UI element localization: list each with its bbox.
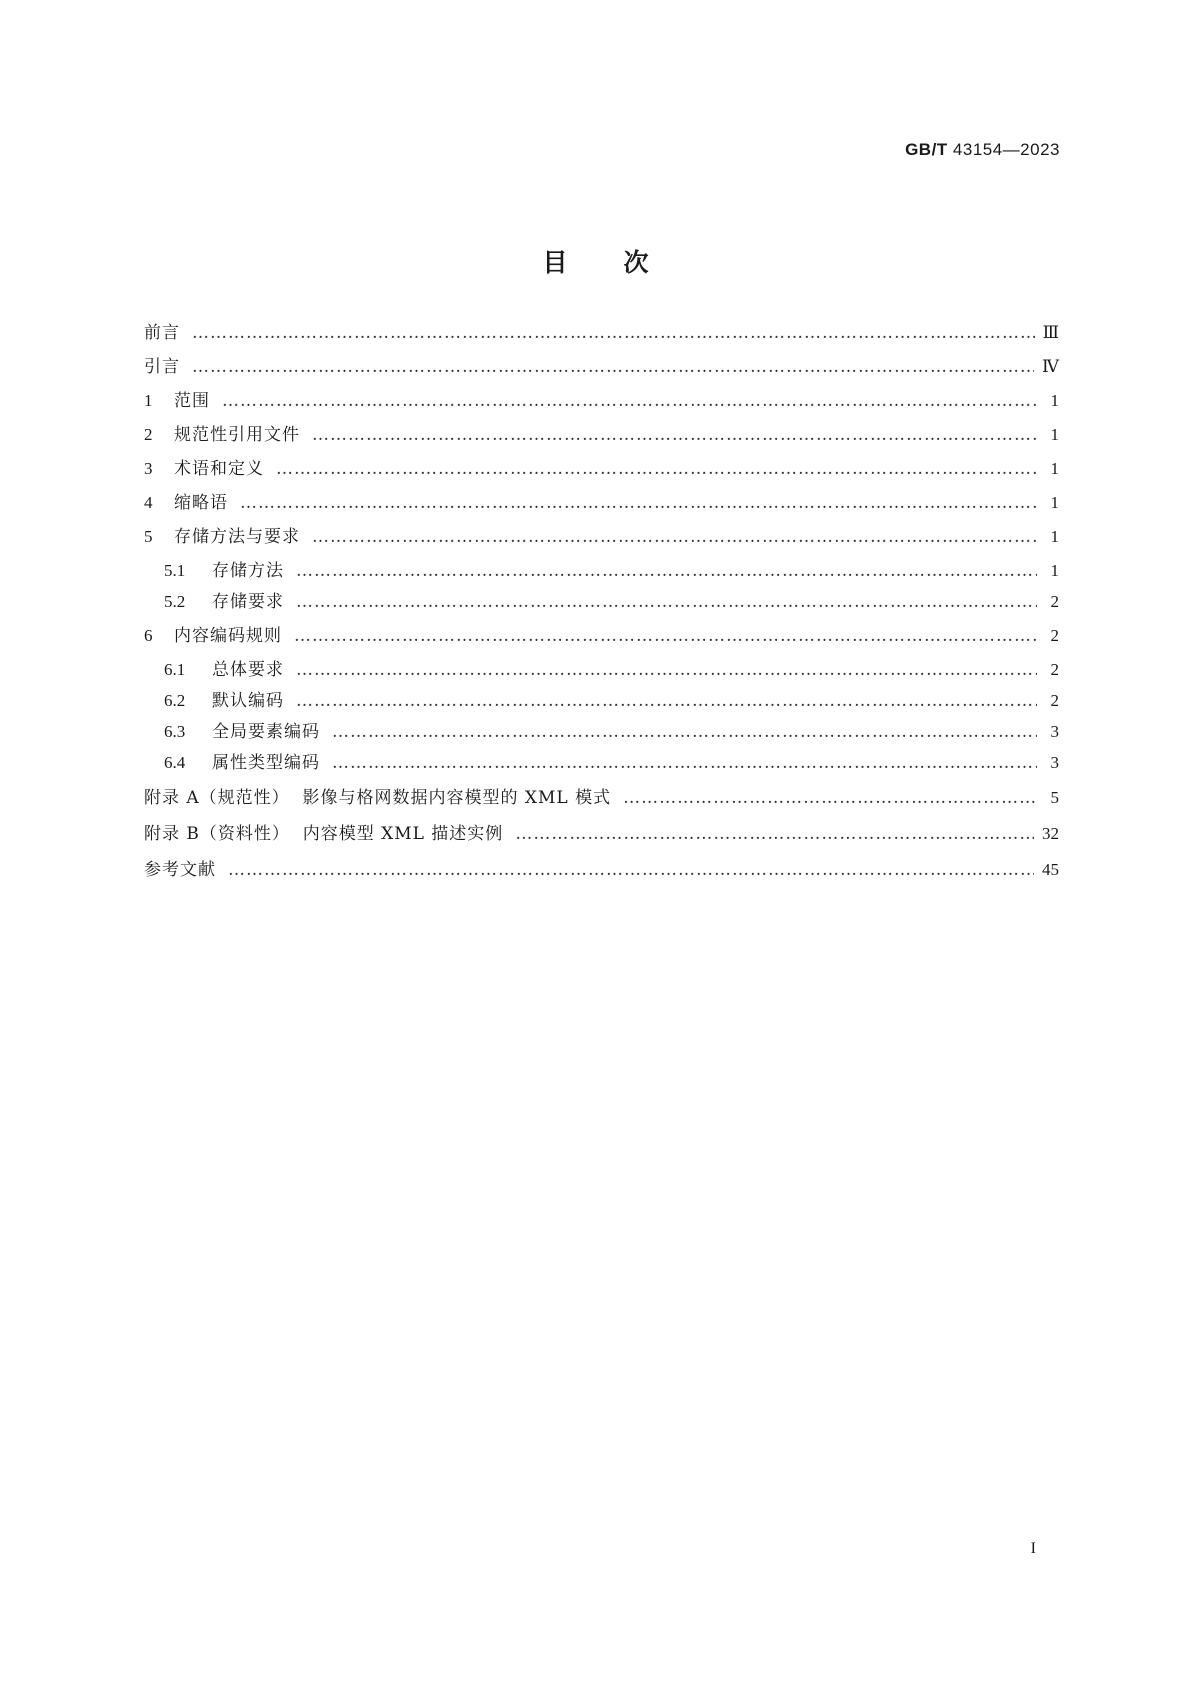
toc-leader-dots	[623, 785, 1037, 811]
toc-entry-label: 存储要求	[212, 592, 284, 612]
toc-entry-number: 6.3	[164, 722, 186, 741]
page-number: I	[1030, 1540, 1036, 1557]
toc-entry-number: 6.1	[164, 660, 186, 679]
standard-number: 43154—2023	[952, 140, 1060, 159]
toc-entry-page: 1	[1050, 425, 1059, 444]
toc-entry-number: 3	[144, 459, 153, 478]
toc-entry[interactable]	[144, 422, 1059, 448]
toc-entry-label: 前言	[144, 323, 180, 343]
toc-entry-number: 5.1	[164, 561, 186, 580]
toc-subentry[interactable]	[164, 657, 1059, 683]
standard-code	[905, 140, 1060, 160]
toc-leader-dots	[222, 388, 1037, 414]
toc-entry-label: 引言	[144, 357, 180, 377]
toc-leader-dots	[296, 558, 1037, 584]
toc-entry-page: 2	[1050, 626, 1059, 645]
toc-leader-dots	[312, 524, 1037, 550]
toc-leader-dots	[240, 490, 1037, 516]
toc-entry-page: 1	[1050, 391, 1059, 410]
toc-entry-page: 1	[1050, 459, 1059, 478]
toc-leader-dots	[192, 320, 1035, 346]
toc-entry[interactable]	[144, 785, 1059, 811]
toc-entry-label: 存储方法与要求	[174, 527, 300, 547]
toc-entry-page: 1	[1050, 561, 1059, 580]
toc-leader-dots	[296, 688, 1037, 714]
toc-entry-page: Ⅳ	[1042, 357, 1059, 376]
toc-entry[interactable]	[144, 456, 1059, 482]
toc-subentry[interactable]	[164, 750, 1059, 776]
toc-entry-label: 范围	[174, 391, 210, 411]
toc-entry-page: 45	[1042, 860, 1059, 879]
toc-entry[interactable]	[144, 320, 1059, 346]
toc-entry[interactable]	[144, 354, 1059, 380]
toc-entry[interactable]	[144, 490, 1059, 516]
toc-leader-dots	[312, 422, 1037, 448]
toc-entry[interactable]	[144, 821, 1059, 847]
toc-entry-label: 存储方法	[212, 561, 284, 581]
toc-entry-number: 6	[144, 626, 153, 645]
toc-leader-dots	[228, 857, 1034, 883]
toc-entry-label: 内容编码规则	[174, 626, 282, 646]
toc-entry-number: 4	[144, 493, 153, 512]
toc-entry-number: 1	[144, 391, 153, 410]
toc-subentry[interactable]	[164, 688, 1059, 714]
toc-entry[interactable]	[144, 857, 1059, 883]
toc-leader-dots	[276, 456, 1037, 482]
toc-entry-label: 总体要求	[212, 660, 284, 680]
toc-entry-page: 5	[1050, 788, 1059, 807]
toc-leader-dots	[296, 589, 1037, 615]
toc-entry-page: 2	[1050, 592, 1059, 611]
toc-title: 目次	[542, 248, 705, 277]
toc-entry-label: 附录 B（资料性） 内容模型 XML 描述实例	[144, 824, 504, 844]
toc-entry-number: 6.2	[164, 691, 186, 710]
toc-leader-dots	[332, 719, 1037, 745]
toc-entry-page: 2	[1050, 691, 1059, 710]
toc-entry-number: 6.4	[164, 753, 186, 772]
toc-entry-page: Ⅲ	[1042, 323, 1059, 342]
toc-leader-dots	[192, 354, 1034, 380]
toc-entry-number: 5	[144, 527, 153, 546]
toc-entry-number: 2	[144, 425, 153, 444]
toc-entry-label: 附录 A（规范性） 影像与格网数据内容模型的 XML 模式	[144, 788, 612, 808]
toc-entry-page: 1	[1050, 493, 1059, 512]
toc-entry[interactable]	[144, 623, 1059, 649]
toc-entry-label: 参考文献	[144, 860, 216, 880]
toc-leader-dots	[515, 821, 1034, 847]
toc-entry-page: 1	[1050, 527, 1059, 546]
toc-leader-dots	[294, 623, 1037, 649]
toc-entry-label: 规范性引用文件	[174, 425, 300, 445]
toc-entry-page: 2	[1050, 660, 1059, 679]
toc-subentry[interactable]	[164, 719, 1059, 745]
toc-leader-dots	[296, 657, 1037, 683]
toc-entry-label: 默认编码	[212, 691, 284, 711]
toc-entry-page: 3	[1050, 722, 1059, 741]
toc-entry-label: 术语和定义	[174, 459, 264, 479]
toc-subentry[interactable]	[164, 589, 1059, 615]
toc-entry[interactable]	[144, 388, 1059, 414]
toc-subentry[interactable]	[164, 558, 1059, 584]
toc-entry-number: 5.2	[164, 592, 186, 611]
toc-entry-label: 缩略语	[174, 493, 228, 513]
toc-leader-dots	[332, 750, 1037, 776]
standard-prefix: GB/T	[905, 140, 948, 159]
toc-entry-page: 32	[1042, 824, 1059, 843]
toc-entry-label: 属性类型编码	[212, 753, 320, 773]
toc-entry-label: 全局要素编码	[212, 722, 320, 742]
toc-entry[interactable]	[144, 524, 1059, 550]
toc-entry-page: 3	[1050, 753, 1059, 772]
